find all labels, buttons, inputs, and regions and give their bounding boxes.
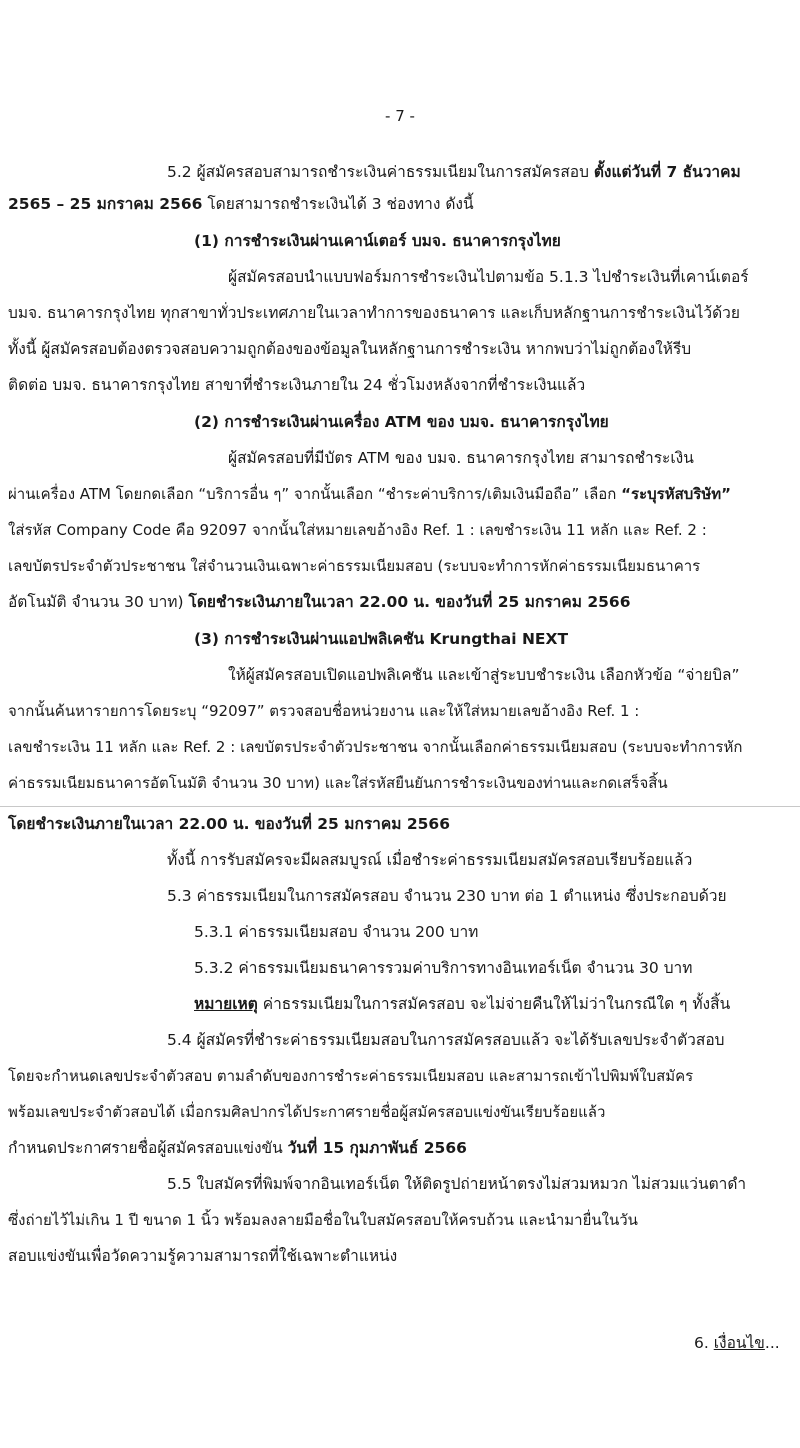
sec54-line-4 (8, 1136, 467, 1160)
continued-label: เงื่อนไข (713, 1334, 765, 1352)
channel-2-line-3: ใส่รหัส Company Code คือ 92097 จากนั้นใส่หมายเลขอ้างอิง Ref. 1 : เลขชำระเงิน 11 หลัก และ Ref. 2 : (8, 521, 707, 539)
channel-1-line-1: ผู้สมัครสอบนำแบบฟอร์มการชำระเงินไปตามข้อ 5.1.3 ไปชำระเงินที่เคาน์เตอร์ (228, 268, 749, 286)
channel-1-heading: (1) การชำระเงินผ่านเคาน์เตอร์ บมจ. ธนาคารกรุงไทย (194, 232, 561, 250)
channel-2-line-2 (8, 482, 731, 506)
channel-3-line-1: ให้ผู้สมัครสอบเปิดแอปพลิเคชัน และเข้าสู่ระบบชำระเงิน เลือกหัวข้อ “จ่ายบิล” (228, 666, 740, 684)
sec53-line-1: 5.3 ค่าธรรมเนียมในการสมัครสอบ จำนวน 230 บาท ต่อ 1 ตำแหน่ง ซึ่งประกอบด้วย (167, 887, 727, 905)
channel-1-line-3: ทั้งนี้ ผู้สมัครสอบต้องตรวจสอบความถูกต้องของข้อมูลในหลักฐานการชำระเงิน หากพบว่าไม่ถูกต้องให้รีบ (8, 340, 692, 358)
sec52-date-start: ตั้งแต่วันที่ 7 ธันวาคม (593, 163, 741, 181)
continued-prefix: 6. (694, 1334, 714, 1352)
note-text: ค่าธรรมเนียมในการสมัครสอบ จะไม่จ่ายคืนให้ไม่ว่าในกรณีใด ๆ ทั้งสิ้น (257, 995, 731, 1013)
sec53-exam-fee: 5.3.1 ค่าธรรมเนียมสอบ จำนวน 200 บาท (194, 923, 479, 941)
channel-2-line-1: ผู้สมัครสอบที่มีบัตร ATM ของ บมจ. ธนาคารกรุงไทย สามารถชำระเงิน (228, 449, 694, 467)
channel-3-deadline: โดยชำระเงินภายในเวลา 22.00 น. ของวันที่ 25 มกราคม 2566 (8, 815, 450, 833)
channel-2-line-5 (8, 590, 631, 614)
announce-date: วันที่ 15 กุมภาพันธ์ 2566 (287, 1139, 467, 1157)
channel-2-heading: (2) การชำระเงินผ่านเครื่อง ATM ของ บมจ. ธนาคารกรุงไทย (194, 413, 609, 431)
channel-1-line-4: ติดต่อ บมจ. ธนาคารกรุงไทย สาขาที่ชำระเงินภายใน 24 ชั่วโมงหลังจากที่ชำระเงินแล้ว (8, 376, 586, 394)
sec53-note (194, 992, 730, 1016)
channel-2-fee-text: อัตโนมัติ จำนวน 30 บาท) (8, 593, 189, 611)
announce-text: กำหนดประกาศรายชื่อผู้สมัครสอบแข่งขัน (8, 1139, 288, 1157)
channel-3-line-2: จากนั้นค้นหารายการโดยระบุ “92097” ตรวจสอบชื่อหน่วยงาน และให้ใส่หมายเลขอ้างอิง Ref. 1 : (8, 702, 640, 720)
sec52-line-1 (167, 160, 741, 184)
channel-3-heading: (3) การชำระเงินผ่านแอปพลิเคชัน Krungthai NEXT (194, 630, 569, 648)
channel-2-line-4: เลขบัตรประจำตัวประชาชน ใส่จำนวนเงินเฉพาะค่าธรรมเนียมสอบ (ระบบจะทำการหักค่าธรรมเนียมธนาคาร (8, 557, 701, 575)
page-number: - 7 - (385, 107, 415, 125)
channel-3-line-4: ค่าธรรมเนียมธนาคารอัตโนมัติ จำนวน 30 บาท) และใส่รหัสยืนยันการชำระเงินของท่านและกดเสร็จสิ้น (8, 774, 668, 792)
channel-2-company-code-option: “ระบุรหัสบริษัท” (621, 485, 731, 503)
sec52-date-range: 2565 – 25 มกราคม 2566 (8, 195, 203, 213)
channel-1-line-2: บมจ. ธนาคารกรุงไทย ทุกสาขาทั่วประเทศภายในเวลาทำการของธนาคาร และเก็บหลักฐานการชำระเงินไว้ด้วย (8, 304, 740, 322)
completion-note: ทั้งนี้ การรับสมัครจะมีผลสมบูรณ์ เมื่อชำระค่าธรรมเนียมสมัครสอบเรียบร้อยแล้ว (167, 851, 693, 869)
channel-2-atm-steps: ผ่านเครื่อง ATM โดยกดเลือก “บริการอื่น ๆ” จากนั้นเลือก “ชำระค่าบริการ/เติมเงินมือถือ” เลือก (8, 485, 622, 503)
channel-3-line-3: เลขชำระเงิน 11 หลัก และ Ref. 2 : เลขบัตรประจำตัวประชาชน จากนั้นเลือกค่าธรรมเนียมสอบ (ระบบจะทำการหัก (8, 738, 743, 756)
note-label: หมายเหตุ (194, 995, 258, 1013)
sec53-bank-fee: 5.3.2 ค่าธรรมเนียมธนาคารรวมค่าบริการทางอินเทอร์เน็ต จำนวน 30 บาท (194, 959, 693, 977)
sec55-line-2: ซึ่งถ่ายไว้ไม่เกิน 1 ปี ขนาด 1 นิ้ว พร้อมลงลายมือชื่อในใบสมัครสอบให้ครบถ้วน และนำมายื่นในวัน (8, 1211, 638, 1229)
sec54-line-1: 5.4 ผู้สมัครที่ชำระค่าธรรมเนียมสอบในการสมัครสอบแล้ว จะได้รับเลขประจำตัวสอบ (167, 1031, 725, 1049)
sec52-line-2 (8, 192, 474, 216)
continued-suffix: ... (764, 1334, 780, 1352)
sec54-line-2: โดยจะกำหนดเลขประจำตัวสอบ ตามลำดับของการชำระค่าธรรมเนียมสอบ และสามารถเข้าไปพิมพ์ใบสมัคร (8, 1067, 694, 1085)
sec55-line-1: 5.5 ใบสมัครที่พิมพ์จากอินเทอร์เน็ต ให้ติดรูปถ่ายหน้าตรงไม่สวมหมวก ไม่สวมแว่นตาดำ (167, 1175, 747, 1193)
sec54-line-3: พร้อมเลขประจำตัวสอบได้ เมื่อกรมศิลปากรได้ประกาศรายชื่อผู้สมัครสอบแข่งขันเรียบร้อยแล้ว (8, 1103, 606, 1121)
sec52-channels-text: โดยสามารถชำระเงินได้ 3 ช่องทาง ดังนี้ (202, 195, 474, 213)
channel-2-deadline: โดยชำระเงินภายในเวลา 22.00 น. ของวันที่ 25 มกราคม 2566 (188, 593, 631, 611)
continued-marker (694, 1331, 780, 1355)
divider (0, 806, 800, 807)
sec55-line-3: สอบแข่งขันเพื่อวัดความรู้ความสามารถที่ใช้เฉพาะตำแหน่ง (8, 1247, 398, 1265)
sec52-text: 5.2 ผู้สมัครสอบสามารถชำระเงินค่าธรรมเนียมในการสมัครสอบ (167, 163, 589, 181)
